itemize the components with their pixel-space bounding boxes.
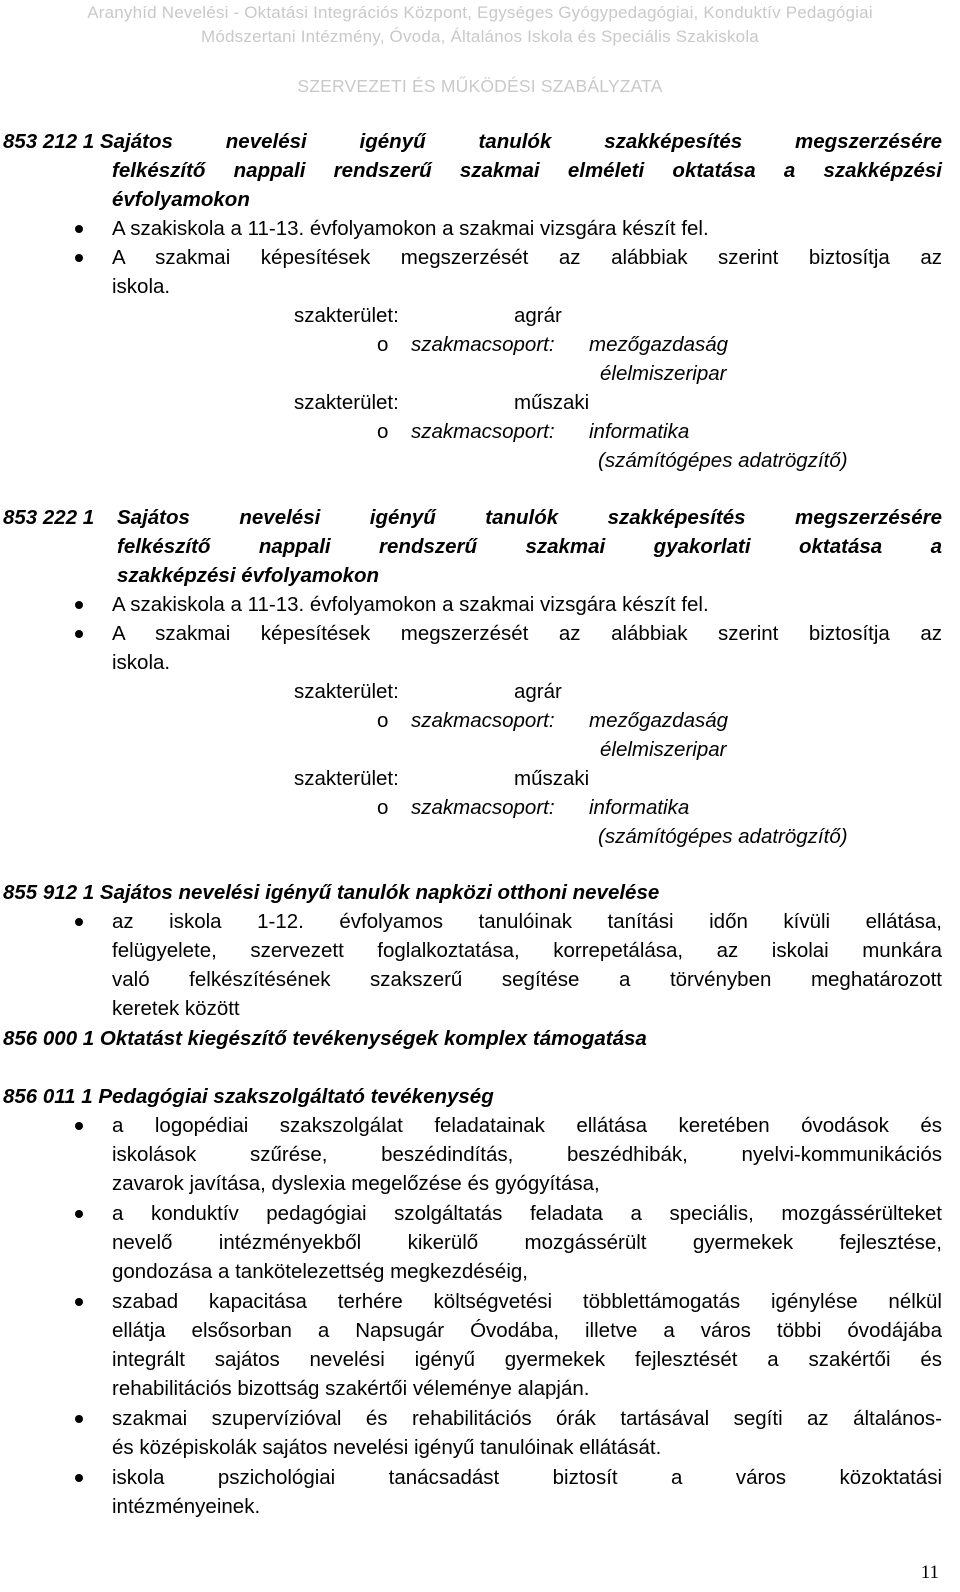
bullet-icon [75,630,83,638]
sublist-marker: o [377,333,389,356]
field-label: szakmacsoport: [411,333,555,356]
section-title: szakképzési évfolyamokon [117,564,380,587]
field-value: informatika [589,796,690,819]
header-institution-line2: Módszertani Intézmény, Óvoda, Általános Iskola és Speciális Szakiskola [201,27,759,46]
page-number: 11 [920,1562,939,1583]
list-item: iskola. [112,275,171,298]
list-item: zavarok javítása, dyslexia megelőzése és gyógyítása, [112,1172,600,1195]
section-code: 853 222 1 [3,506,95,529]
field-value: élelmiszeripar [600,362,727,385]
bullet-icon [75,254,83,262]
section-heading: 856 000 1 Oktatást kiegészítő tevékenységek komplex támogatása [3,1027,647,1050]
list-item: gondozása a tankötelezettség megkezdéséig, [112,1260,528,1283]
bullet-icon [75,225,83,233]
field-label: szakterület: [294,391,399,414]
bullet-icon [75,1474,83,1482]
sublist-marker: o [377,709,389,732]
bullet-icon [75,918,83,926]
list-item: iskolások szűrése, beszédindítás, beszédhibák, nyelvi-kommunikációs [112,1143,942,1166]
list-item: A szakiskola a 11-13. évfolyamokon a szakmai vizsgára készít fel. [112,593,709,616]
list-item: felügyelete, szervezett foglalkoztatása, korrepetálása, az iskolai munkára [112,939,942,962]
section-heading: 856 011 1 Pedagógiai szakszolgáltató tevékenység [3,1085,494,1108]
field-label: szakmacsoport: [411,709,555,732]
section-title: felkészítő nappali rendszerű szakmai gyakorlati oktatása a [117,535,942,558]
section-code: 853 212 1 [3,130,95,153]
list-item: a logopédiai szakszolgálat feladatainak ellátása keretében óvodások és [112,1114,942,1137]
field-value: agrár [514,304,562,327]
list-item: nevelő intézményekből kikerülő mozgássérült gyermekek fejlesztése, [112,1231,942,1254]
list-item: integrált sajátos nevelési igényű gyermekek fejlesztését a szakértői és [112,1348,942,1371]
section-heading: 855 912 1 Sajátos nevelési igényű tanulók napközi otthoni nevelése [3,881,660,904]
list-item: keretek között [112,997,240,1020]
list-item: A szakmai képesítések megszerzését az alábbiak szerint biztosítja az [112,622,942,645]
section-title: évfolyamokon [112,188,250,211]
field-value: informatika [589,420,690,443]
list-item: rehabilitációs bizottság szakértői véleménye alapján. [112,1377,590,1400]
header-document-title: SZERVEZETI ÉS MŰKÖDÉSI SZABÁLYZATA [297,76,663,96]
field-value: műszaki [514,391,590,414]
bullet-icon [75,1122,83,1130]
field-label: szakterület: [294,767,399,790]
field-value: mezőgazdaság [589,709,729,732]
field-label: szakterület: [294,304,399,327]
list-item: A szakiskola a 11-13. évfolyamokon a szakmai vizsgára készít fel. [112,217,709,240]
section-title: Sajátos nevelési igényű tanulók szakképesítés megszerzésére [117,506,942,529]
section-title: Sajátos nevelési igényű tanulók szakképesítés megszerzésére [100,130,942,153]
bullet-icon [75,1298,83,1306]
list-item: való felkészítésének szakszerű segítése a törvényben meghatározott [112,968,942,991]
field-label: szakmacsoport: [411,420,555,443]
list-item: és középiskolák sajátos nevelési igényű tanulóinak ellátását. [112,1436,662,1459]
list-item: intézményeinek. [112,1495,261,1518]
field-value: (számítógépes adatrögzítő) [598,825,848,848]
field-value: agrár [514,680,562,703]
field-value: műszaki [514,767,590,790]
list-item: szabad kapacitása terhére költségvetési többlettámogatás igénylése nélkül [112,1290,942,1313]
list-item: iskola pszichológiai tanácsadást biztosít a város közoktatási [112,1466,942,1489]
bullet-icon [75,1415,83,1423]
header-institution-line1: Aranyhíd Nevelési - Oktatási Integrációs Központ, Egységes Gyógypedagógiai, Konduktív Pedagógiai [87,3,873,22]
field-value: mezőgazdaság [589,333,729,356]
list-item: A szakmai képesítések megszerzését az alábbiak szerint biztosítja az [112,246,942,269]
field-label: szakterület: [294,680,399,703]
list-item: ellátja elsősorban a Napsugár Óvodába, illetve a város többi óvodájába [112,1319,942,1342]
sublist-marker: o [377,796,389,819]
field-label: szakmacsoport: [411,796,555,819]
bullet-icon [75,1210,83,1218]
sublist-marker: o [377,420,389,443]
bullet-icon [75,601,83,609]
section-title: felkészítő nappali rendszerű szakmai elméleti oktatása a szakképzési [112,159,942,182]
list-item: iskola. [112,651,171,674]
field-value: élelmiszeripar [600,738,727,761]
field-value: (számítógépes adatrögzítő) [598,449,848,472]
list-item: a konduktív pedagógiai szolgáltatás feladata a speciális, mozgássérülteket [112,1202,942,1225]
list-item: szakmai szupervízióval és rehabilitációs órák tartásával segíti az általános- [112,1407,942,1430]
list-item: az iskola 1-12. évfolyamos tanulóinak tanítási időn kívüli ellátása, [112,910,942,933]
